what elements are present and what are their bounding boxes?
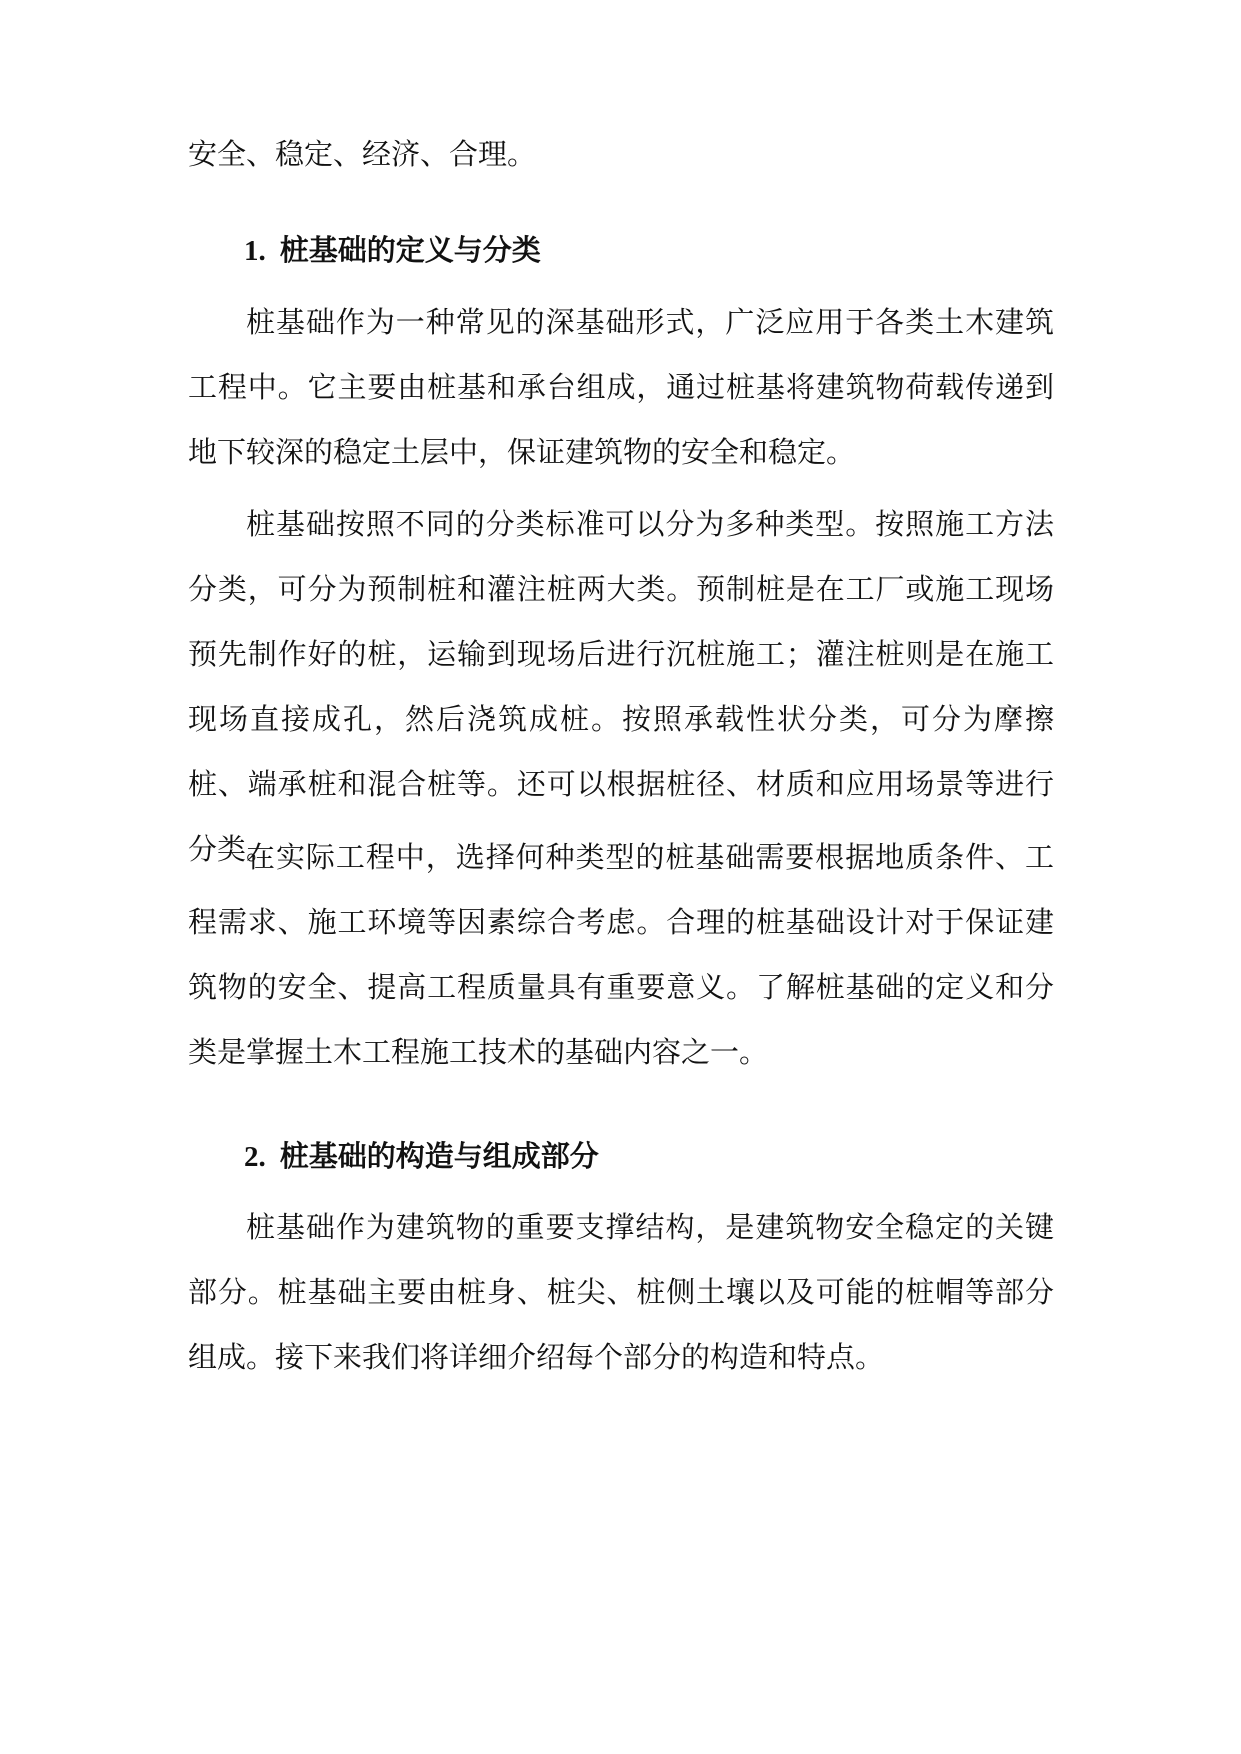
paragraph: 桩基础作为一种常见的深基础形式，广泛应用于各类土木建筑工程中。它主要由桩基和承台组成，通过桩基将建筑物荷载传递到地下较深的稳定土层中，保证建筑物的安全和稳定。 (188, 305, 1054, 469)
intro-line: 安全、稳定、经济、合理。 (188, 137, 537, 171)
paragraph: 桩基础按照不同的分类标准可以分为多种类型。按照施工方法分类，可分为预制桩和灌注桩两大类。预制桩是在工厂或施工现场预先制作好的桩，运输到现场后进行沉桩施工；灌注桩则是在施工现场直接成孔，然后浇筑成桩。按照承载性状分类，可分为摩擦桩、端承桩和混合桩等。还可以根据桩径、材质和应用场景等进行分类。 (188, 507, 1054, 866)
section-number: 2. (244, 1141, 266, 1173)
paragraph: 桩基础作为建筑物的重要支撑结构，是建筑物安全稳定的关键部分。桩基础主要由桩身、桩尖、桩侧土壤以及可能的桩帽等部分组成。接下来我们将详细介绍每个部分的构造和特点。 (188, 1210, 1054, 1374)
paragraph: 在实际工程中，选择何种类型的桩基础需要根据地质条件、工程需求、施工环境等因素综合考虑。合理的桩基础设计对于保证建筑物的安全、提高工程质量具有重要意义。了解桩基础的定义和分类是掌握土木工程施工技术的基础内容之一。 (188, 840, 1054, 1069)
section-title: 桩基础的定义与分类 (279, 233, 541, 267)
section-number: 1. (244, 235, 266, 267)
section-title: 桩基础的构造与组成部分 (279, 1139, 599, 1173)
section-heading-1 (244, 230, 541, 271)
section-heading-2 (244, 1136, 599, 1177)
